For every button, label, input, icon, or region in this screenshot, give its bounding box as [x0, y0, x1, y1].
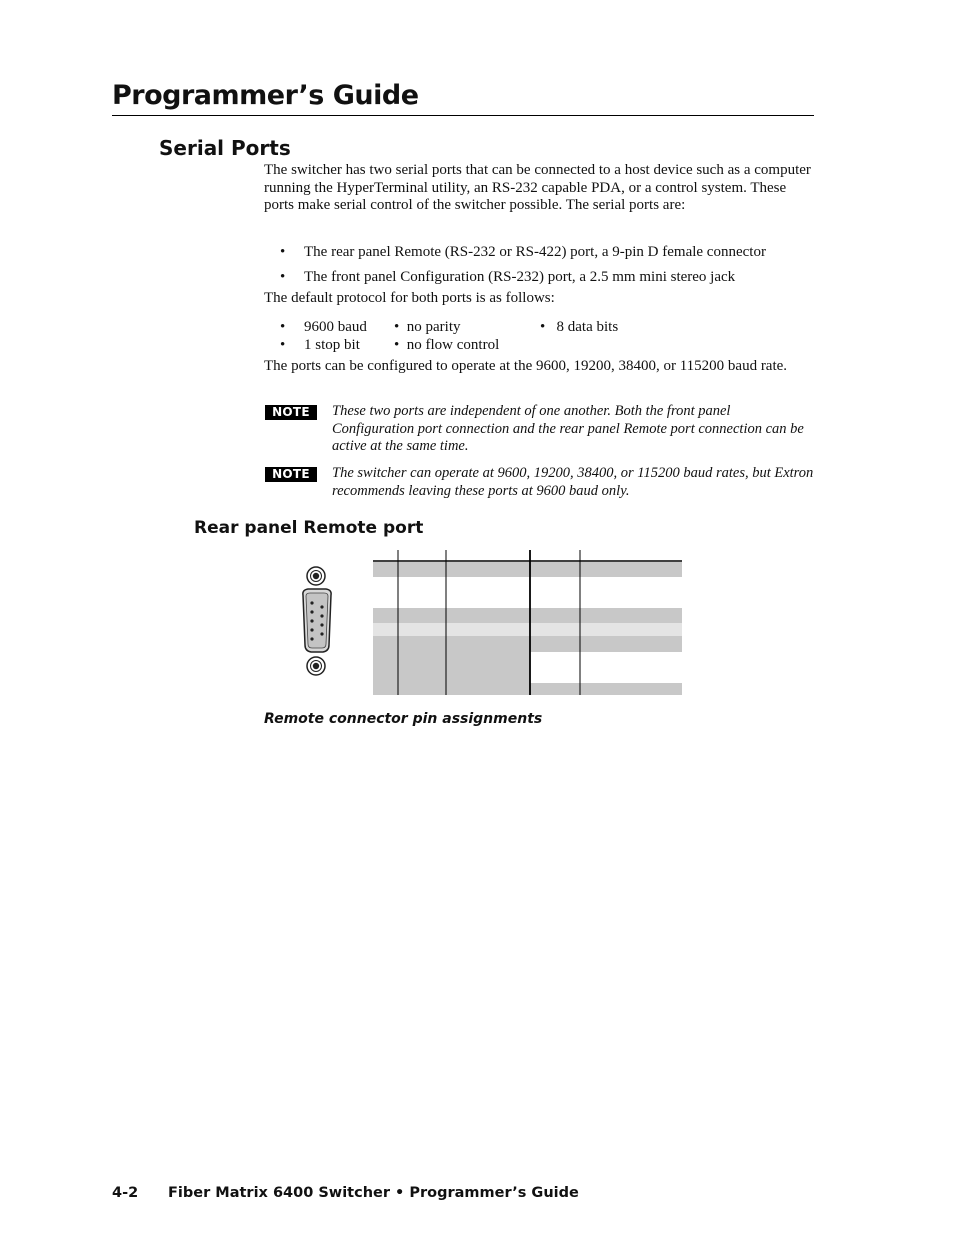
protocol-item-data-bits: • 8 data bits [540, 319, 619, 335]
db9-connector-icon [298, 565, 336, 677]
port-bullet-front-text: The front panel Configuration (RS-232) port, a 2.5 mm mini stereo jack [304, 269, 736, 285]
port-bullet-front [280, 268, 735, 286]
protocol-parity-text: no parity [406, 319, 461, 335]
note-text-independent: These two ports are independent of one another. Both the front panel Configuration port connection and the rear panel Remote port connection can be active at the same time. [332, 403, 804, 454]
note-badge: NOTE [265, 405, 317, 420]
section-title-serial-ports: Serial Ports [159, 136, 291, 160]
protocol-item-baud: • 9600 baud [280, 319, 367, 335]
page-title: Programmer’s Guide [112, 80, 419, 111]
intro-paragraph: The switcher has two serial ports that can be connected to a host device such as a computer running the HyperTerminal utility, an RS-232 capable PDA, or a control system. These ports make serial control of the switcher possible. The serial ports are: [264, 162, 811, 213]
subsection-title-rear-panel: Rear panel Remote port [194, 518, 424, 538]
protocol-stop-bit-text: 1 stop bit [304, 337, 360, 353]
port-bullet-rear-text: The rear panel Remote (RS-232 or RS-422) port, a 9-pin D female connector [304, 244, 766, 260]
protocol-intro: The default protocol for both ports is as follows: [264, 290, 555, 306]
footer-title: Fiber Matrix 6400 Switcher • Programmer’s Guide [168, 1185, 579, 1201]
footer-page-number: 4-2 [112, 1185, 139, 1201]
protocol-item-parity: • no parity [394, 319, 461, 335]
figure-caption: Remote connector pin assignments [264, 711, 543, 727]
title-rule [112, 115, 814, 116]
pin-assignment-table [373, 550, 682, 695]
protocol-baud-text: 9600 baud [304, 319, 367, 335]
note-text-baud: The switcher can operate at 9600, 19200, 38400, or 115200 baud rates, but Extron recommends leaving these ports at 9600 baud only. [332, 465, 814, 499]
port-bullet-rear [280, 243, 766, 261]
bullet-dot: • [280, 244, 286, 260]
baud-paragraph: The ports can be configured to operate at the 9600, 19200, 38400, or 115200 baud rate. [264, 358, 788, 374]
protocol-data-bits-text: 8 data bits [556, 319, 619, 335]
protocol-flow-text: no flow control [406, 337, 500, 353]
protocol-item-stop-bit: • 1 stop bit [280, 337, 360, 353]
bullet-dot: • [280, 269, 286, 285]
note-badge: NOTE [265, 467, 317, 482]
protocol-item-flow: • no flow control [394, 337, 500, 353]
